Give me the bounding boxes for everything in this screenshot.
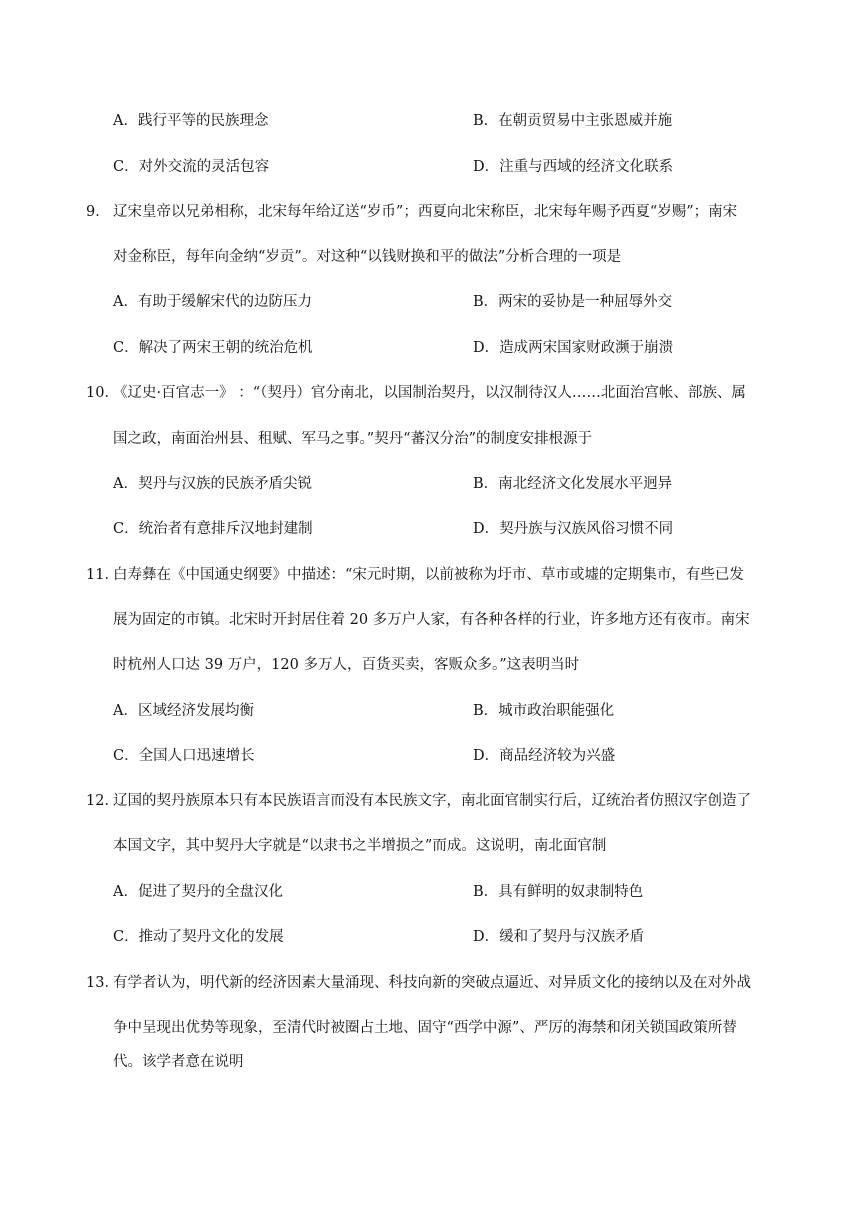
option-row xyxy=(0,925,860,949)
option-row xyxy=(0,290,860,314)
option-c: C．解决了两宋王朝的统治危机 xyxy=(113,340,313,356)
option-d: D．造成两宋国家财政濒于崩溃 xyxy=(473,340,674,356)
option-row xyxy=(0,517,860,541)
question-11-text-line3: 时杭州人口达 39 万户，120 多万人，百货买卖，客贩众多。”这表明当时 xyxy=(113,657,580,673)
option-d: D．契丹族与汉族风俗习惯不同 xyxy=(473,521,674,537)
question-13-text-line1: 有学者认为，明代新的经济因素大量涌现、科技向新的突破点逼近、对异质文化的接纳以及在对外战 xyxy=(113,975,751,991)
option-row xyxy=(0,155,860,179)
question-13-text-line2: 争中呈现出优势等现象，至清代时被圈占土地、固守“西学中源”、严厉的海禁和闭关锁国政策所替 xyxy=(113,1020,737,1036)
question-number-11: 11． xyxy=(86,567,119,583)
option-d: D．缓和了契丹与汉族矛盾 xyxy=(473,929,645,945)
option-a: A．践行平等的民族理念 xyxy=(113,113,269,129)
question-10-text-line2: 国之政，南面治州县、租赋、军马之事。”契丹“蕃汉分治”的制度安排根源于 xyxy=(113,431,592,447)
option-row xyxy=(0,699,860,723)
option-a: A．契丹与汉族的民族矛盾尖锐 xyxy=(113,476,312,492)
question-11-text-line1: 白寿彝在《中国通史纲要》中描述：“宋元时期，以前被称为圩市、草市或墟的定期集市，有些已发 xyxy=(113,567,744,583)
question-number-9: 9． xyxy=(86,204,110,220)
option-row xyxy=(0,880,860,904)
option-d: D．注重与西域的经济文化联系 xyxy=(473,159,674,175)
question-12-text-line1: 辽国的契丹族原本只有本民族语言而没有本民族文字，南北面官制实行后，辽统治者仿照汉字创造了 xyxy=(113,793,751,809)
option-b: B．南北经济文化发展水平迥异 xyxy=(473,476,673,492)
option-a: A．有助于缓解宋代的边防压力 xyxy=(113,294,312,310)
option-row xyxy=(0,472,860,496)
option-a: A．区域经济发展均衡 xyxy=(113,703,254,719)
option-row xyxy=(0,744,860,768)
option-row xyxy=(0,336,860,360)
option-b: B．具有鲜明的奴隶制特色 xyxy=(473,884,644,900)
question-12-text-line2: 本国文字，其中契丹大字就是“以隶书之半增损之”而成。这说明，南北面官制 xyxy=(113,838,607,854)
question-9-text-line1: 辽宋皇帝以兄弟相称，北宋每年给辽送“岁币”；西夏向北宋称臣，北宋每年赐予西夏“岁赐”；南宋 xyxy=(113,204,738,220)
question-9-text-line2: 对金称臣，每年向金纳“岁贡”。对这种“以钱财换和平的做法”分析合理的一项是 xyxy=(113,249,622,265)
question-13-text-line3: 代。该学者意在说明 xyxy=(113,1054,244,1070)
option-c: C．全国人口迅速增长 xyxy=(113,748,255,764)
option-d: D．商品经济较为兴盛 xyxy=(473,748,616,764)
question-11-text-line2: 展为固定的市镇。北宋时开封居住着 20 多万户人家，有各种各样的行业，许多地方还有夜市。南宋 xyxy=(113,612,750,628)
option-b: B．在朝贡贸易中主张恩威并施 xyxy=(473,113,673,129)
option-b: B．城市政治职能强化 xyxy=(473,703,615,719)
option-c: C．推动了契丹文化的发展 xyxy=(113,929,284,945)
question-number-10: 10． xyxy=(86,385,119,401)
option-a: A．促进了契丹的全盘汉化 xyxy=(113,884,283,900)
question-number-12: 12． xyxy=(86,793,119,809)
question-number-13: 13． xyxy=(86,975,119,991)
question-10-text-line1: 《辽史·百官志一》 ：“（契丹）官分南北，以国制治契丹，以汉制待汉人……北面治宫帐、部族、属 xyxy=(113,385,746,401)
option-c: C．对外交流的灵活包容 xyxy=(113,159,270,175)
option-c: C．统治者有意排斥汉地封建制 xyxy=(113,521,313,537)
option-row xyxy=(0,109,860,133)
option-b: B．两宋的妥协是一种屈辱外交 xyxy=(473,294,673,310)
